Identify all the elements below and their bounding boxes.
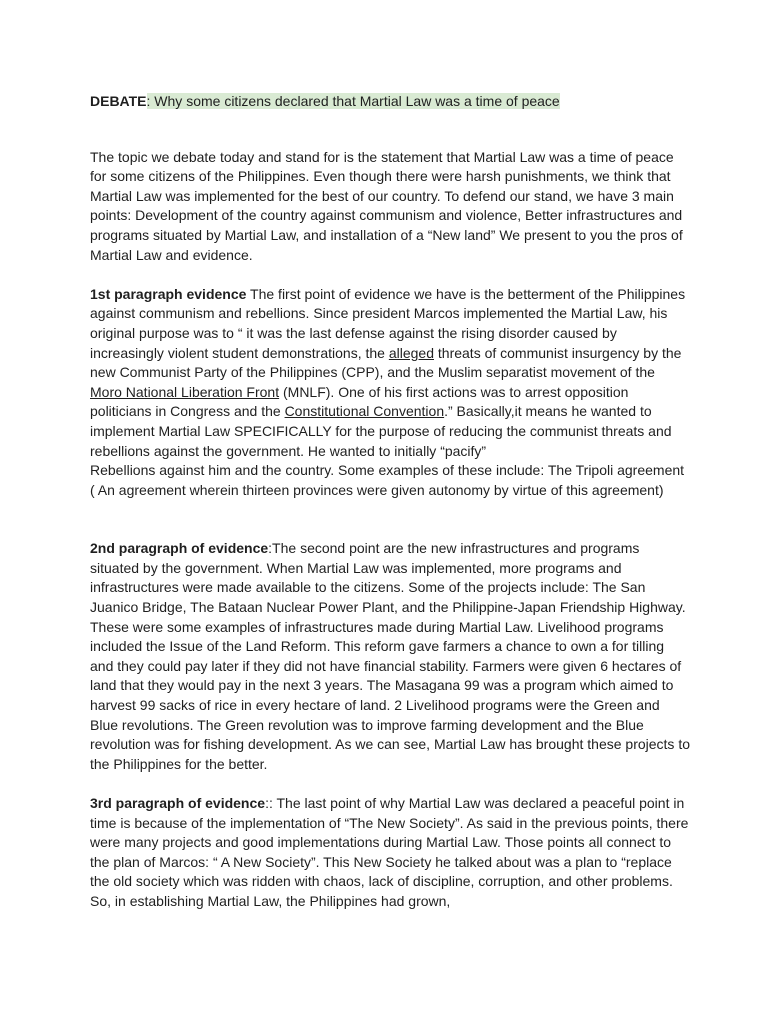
paragraph-1-text-c: (MNLF). One of his first actions was to arrest opposition politicians in Congress and the — [90, 383, 629, 420]
title-prefix: DEBATE — [90, 93, 147, 109]
paragraph-2-heading: 2nd paragraph of evidence — [90, 540, 269, 557]
document-page — [90, 92, 690, 912]
paragraph-3-text: :: The last point of why Martial Law was declared a peaceful point in time is because of the implementation of “The New Society”. As said in the previous points, there were many projects and good implementations during Martial Law. Those points all connect to the plan of Marcos: “ A New Society”. This New Society he talked about was a plan to “replace the old society which was ridden with chaos, lack of discipline, corruption, and other problems. So, in establishing Martial Law, the Philippines had grown, — [90, 795, 689, 909]
intro-paragraph: The topic we debate today and stand for is the statement that Martial Law was a time of peace for some citizens of the Philippines. Even though there were harsh punishments, we think that Martial Law was implemented for the best of our country. To defend our stand, we have 3 main points: Development of the country against communism and violence, Better infrastructures and programs situated by Martial Law, and installation of a “New land” We present to you the pros of Martial Law and evidence. — [90, 148, 683, 263]
paragraph-1-heading: 1st paragraph evidence — [90, 285, 247, 302]
title-highlighted-text: : Why some citizens declared that Martial Law was a time of peace — [146, 93, 560, 109]
paragraph-1-text-e: Rebellions against him and the country. Some examples of these include: The Tripoli agreement ( An agreement wherein thirteen provinces were given autonomy by virtue of this agreement) — [90, 462, 685, 498]
link-alleged[interactable]: alleged — [388, 344, 434, 361]
paragraph-evidence-3 — [90, 794, 690, 912]
paragraph-1-text-b: threats of communist insurgency by the new Communist Party of the Philippines (CPP), and the Muslim separatist movement of the — [90, 344, 682, 381]
paragraph-1-text-a: The first point of evidence we have is the betterment of the Philippines against communism and rebellions. Since president Marcos implemented the Martial Law, his original purpose was to “ it was the last defense against the rising disorder caused by increasingly violent student demonstrations, the — [90, 285, 686, 361]
paragraph-evidence-2 — [90, 539, 690, 774]
link-moro-national-liberation-front[interactable]: Moro National Liberation Front — [90, 383, 280, 400]
paragraph-evidence-1 — [90, 285, 690, 501]
paragraph-2-text: :The second point are the new infrastructures and programs situated by the government. When Martial Law was implemented, more programs and infrastructures were made available to the citizens. Some of the projects include: The San Juanico Bridge, The Bataan Nuclear Power Plant, and the Philippine-Japan Friendship Highway. These were some examples of infrastructures made during Martial Law. Livelihood programs included the Issue of the Land Reform. This reform gave farmers a chance to own a for tilling and they could pay later if they did not have financial stability. Farmers were given 6 hectares of land that they would pay in the next 3 years. The Masagana 99 was a program which aimed to harvest 99 sacks of rice in every hectare of land. 2 Livelihood programs were the Green and Blue revolutions. The Green revolution was to improve farming development and the Blue revolution was for fishing development. As we can see, Martial Law has brought these projects to the Philippines for the better. — [90, 540, 690, 772]
link-constitutional-convention[interactable]: Constitutional Convention — [284, 403, 445, 420]
paragraph-3-heading: 3rd paragraph of evidence — [90, 795, 266, 811]
paragraph-1-text-d: .” Basically,it means he wanted to implement Martial Law SPECIFICALLY for the purpose of reducing the communist threats and rebellions against the government. He wanted to initially “pacify” — [90, 403, 672, 459]
document-title — [90, 92, 690, 112]
